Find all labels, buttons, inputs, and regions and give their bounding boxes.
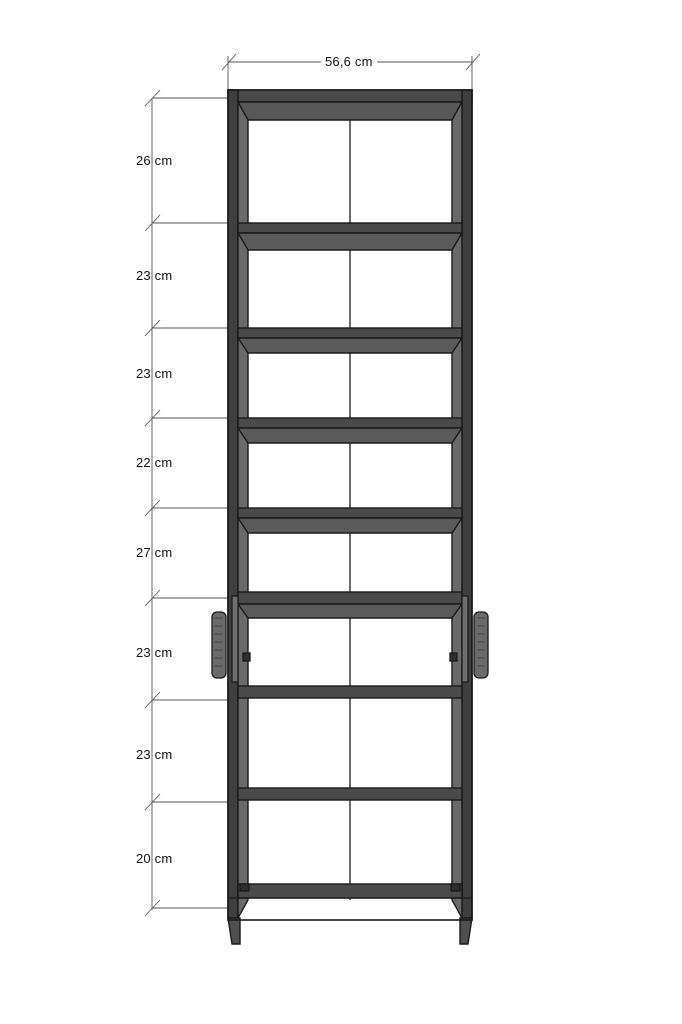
left-door-handle[interactable] (212, 612, 226, 678)
shelf-7 (238, 788, 462, 800)
bottom-panel (228, 884, 472, 898)
height-dimension-label-1: 26 cm (136, 153, 173, 168)
height-dimension-label-6: 23 cm (136, 645, 173, 660)
left-door-bottom-hinge (240, 884, 249, 891)
width-dimension-label: 56,6 cm (321, 54, 377, 69)
height-dimension-label-5: 27 cm (136, 545, 173, 560)
height-dimension-label-7: 23 cm (136, 747, 173, 762)
height-dimension-label-4: 22 cm (136, 455, 173, 470)
shelf-4 (238, 508, 462, 533)
height-dimension-label-2: 23 cm (136, 268, 173, 283)
left-foot (228, 918, 240, 944)
shelf-6 (238, 686, 462, 698)
height-dimension-chain (145, 90, 236, 916)
left-door-hinge (243, 653, 250, 661)
cabinet-body (228, 90, 472, 944)
shelf-5 (238, 592, 462, 618)
right-door-handle[interactable] (474, 612, 488, 678)
right-door-hinge (450, 653, 457, 661)
dimension-lines-group (145, 54, 480, 916)
shelf-2 (238, 328, 462, 353)
height-dimension-label-3: 23 cm (136, 366, 173, 381)
shelf-1 (238, 223, 462, 250)
right-door-bottom-hinge (451, 884, 460, 891)
shelf-3 (238, 418, 462, 443)
top-panel (228, 90, 472, 120)
right-foot (460, 918, 472, 944)
height-dimension-label-8: 20 cm (136, 851, 173, 866)
